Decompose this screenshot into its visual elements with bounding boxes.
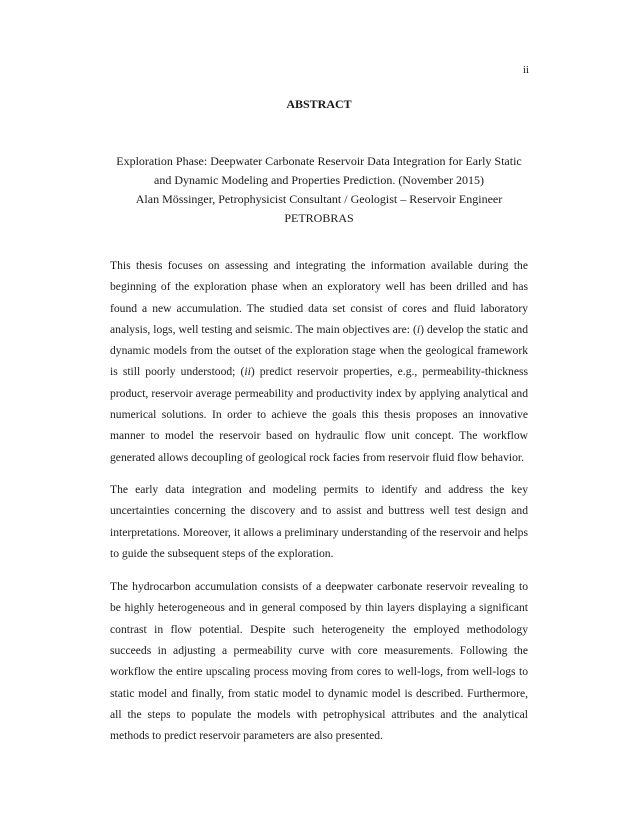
- paragraph-2: The early data integration and modeling permits to identify and address the key uncertainties concerning the discovery and to assist and buttress well test design and interpretations. Moreover, it allows a preliminary understanding of the reservoir and helps to guide the subsequent steps of the exploration.: [110, 482, 528, 560]
- abstract-body: [110, 255, 528, 759]
- paragraph-1-roman-ii: ii: [244, 365, 251, 379]
- paragraph-1-part-b: ) develop the static and dynamic models from the outset of the exploration stage when the geological framework is still poorly understood; (: [110, 322, 529, 379]
- paragraph-1: [110, 255, 528, 468]
- thesis-title-line-2: and Dynamic Modeling and Properties Prediction. (November 2015): [154, 173, 484, 187]
- paragraph-1-part-a: This thesis focuses on assessing and integrating the information available during the beginning of the exploration phase when an exploratory well has been drilled and has found a new accumulation. The studied data set consist of cores and fluid laboratory analysis, logs, well testing and seismic. The main objectives are: (: [110, 259, 528, 336]
- thesis-header: [110, 152, 528, 228]
- page-number: ii: [522, 64, 529, 76]
- paragraph-3: The hydrocarbon accumulation consists of a deepwater carbonate reservoir revealing to be highly heterogeneous and in general composed by thin layers displaying a significant contrast in flow potential. Despite such heterogeneity the employed methodology succeeds in adjusting a permeability curve with core measurements. Following the workflow the entire upscaling process moving from cores to well-logs, from well-logs to static model and finally, from static model to dynamic model is described. Furthermore, all the steps to populate the models with petrophysical attributes and the analytical methods to predict reservoir parameters are also presented.: [110, 580, 528, 743]
- paragraph-1-part-c: ) predict reservoir properties, e.g., permeability-thickness product, reservoir average permeability and productivity index by applying analytical and numerical solutions. In order to achieve the goals this thesis proposes an innovative manner to model the reservoir based on hydraulic flow unit concept. The workflow generated allows decoupling of geological rock facies from reservoir fluid flow behavior.: [110, 365, 528, 464]
- author-line: Alan Mössinger, Petrophysicist Consultant / Geologist – Reservoir Engineer: [135, 192, 503, 206]
- thesis-title-line-1: Exploration Phase: Deepwater Carbonate Reservoir Data Integration for Early Static: [116, 154, 522, 168]
- abstract-title: ABSTRACT: [286, 97, 352, 111]
- paragraph-1-roman-i: i: [416, 322, 421, 336]
- affiliation-line: PETROBRAS: [284, 211, 354, 225]
